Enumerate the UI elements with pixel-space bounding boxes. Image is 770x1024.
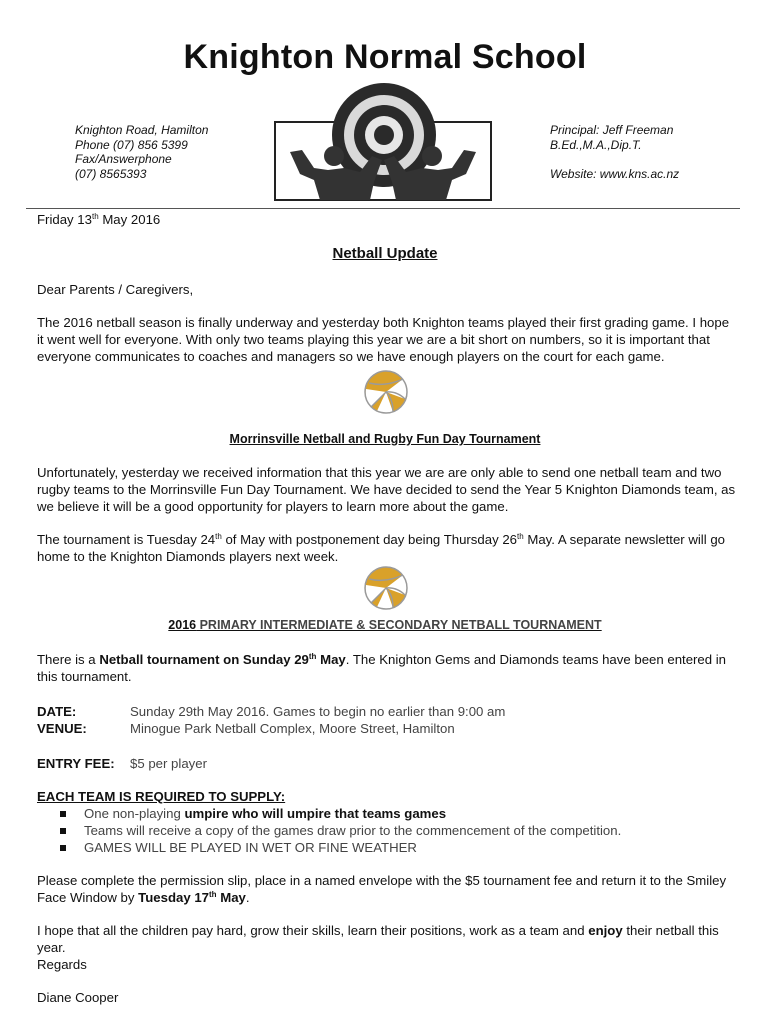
permission-paragraph: Please complete the permission slip, place in a named envelope with the $5 tournament fee and return it to the Smiley Face Window by Tuesday 17th May. (37, 873, 727, 905)
website-link[interactable]: Website: www.kns.ac.nz (550, 166, 680, 181)
principal-info (550, 123, 679, 181)
closing-paragraph: I hope that all the children pay hard, grow their skills, learn their positions, work as a team and enjoy their netball this year. (37, 923, 719, 955)
address-line: Phone (07) 856 5399 (75, 137, 188, 152)
list-item: GAMES WILL BE PLAYED IN WET OR FINE WEATHER (60, 839, 740, 856)
principal-line: Principal: Jeff Freeman (550, 123, 674, 137)
bullet-icon (60, 811, 66, 817)
regards: Regards (37, 957, 87, 972)
letter-date: Friday 13th May 2016 (37, 212, 161, 227)
venue-label: VENUE: (37, 721, 87, 736)
address-line: Knighton Road, Hamilton (75, 123, 209, 137)
school-logo (274, 80, 494, 202)
venue-value: Minogue Park Netball Complex, Moore Street, Hamilton (130, 721, 455, 736)
bullet-icon (60, 845, 66, 851)
list-item: One non-playing umpire who will umpire that teams games (60, 805, 740, 822)
greeting: Dear Parents / Caregivers, (37, 282, 194, 297)
address-line: Fax/Answerphone (75, 152, 172, 167)
header-divider (26, 208, 740, 209)
tournament-heading: 2016 PRIMARY INTERMEDIATE & SECONDARY NETBALL TOURNAMENT (168, 618, 602, 632)
netball-icon (363, 565, 409, 611)
page-title: Netball Update (332, 245, 438, 262)
entry-fee-value: $5 per player (130, 756, 207, 771)
address-line: (07) 8565393 (75, 166, 147, 181)
morrinsville-paragraph: Unfortunately, yesterday we received information that this year we are are only able to send one netball team and two rugby teams to the Morrinsville Fun Day Tournament. We have decided to send the Year 5 Knighton Diamonds team, as we believe it will be a good opportunity for players to learn more about the game. (37, 465, 736, 514)
date-value: Sunday 29th May 2016. Games to begin no earlier than 9:00 am (130, 704, 506, 719)
date-label: DATE: (37, 704, 77, 719)
intro-paragraph: The 2016 netball season is finally underway and yesterday both Knighton teams played their first grading game. I hope it went well for everyone. With only two teams playing this year we are a bit short on numbers, so it is important that everyone communicates to coaches and managers so we have enough players on the court for each game. (37, 315, 730, 364)
list-item: Teams will receive a copy of the games draw prior to the commencement of the competition. (60, 822, 740, 839)
entry-fee-label: ENTRY FEE: (37, 756, 115, 771)
bullet-icon (60, 828, 66, 834)
school-address (75, 123, 208, 181)
morrinsville-heading: Morrinsville Netball and Rugby Fun Day Tournament (229, 432, 541, 446)
school-name: Knighton Normal School (183, 38, 587, 76)
signature-name: Diane Cooper (37, 990, 119, 1005)
tournament-intro: There is a Netball tournament on Sunday 29th May. The Knighton Gems and Diamonds teams have been entered in this tournament. (37, 652, 727, 684)
supply-list (60, 805, 740, 856)
principal-line: B.Ed.,M.A.,Dip.T. (550, 137, 642, 152)
supply-heading: EACH TEAM IS REQUIRED TO SUPPLY: (37, 789, 286, 804)
netball-icon (363, 369, 409, 415)
tournament-date-paragraph: The tournament is Tuesday 24th of May with postponement day being Thursday 26th May. A separate newsletter will go home to the Knighton Diamonds players next week. (37, 532, 725, 564)
